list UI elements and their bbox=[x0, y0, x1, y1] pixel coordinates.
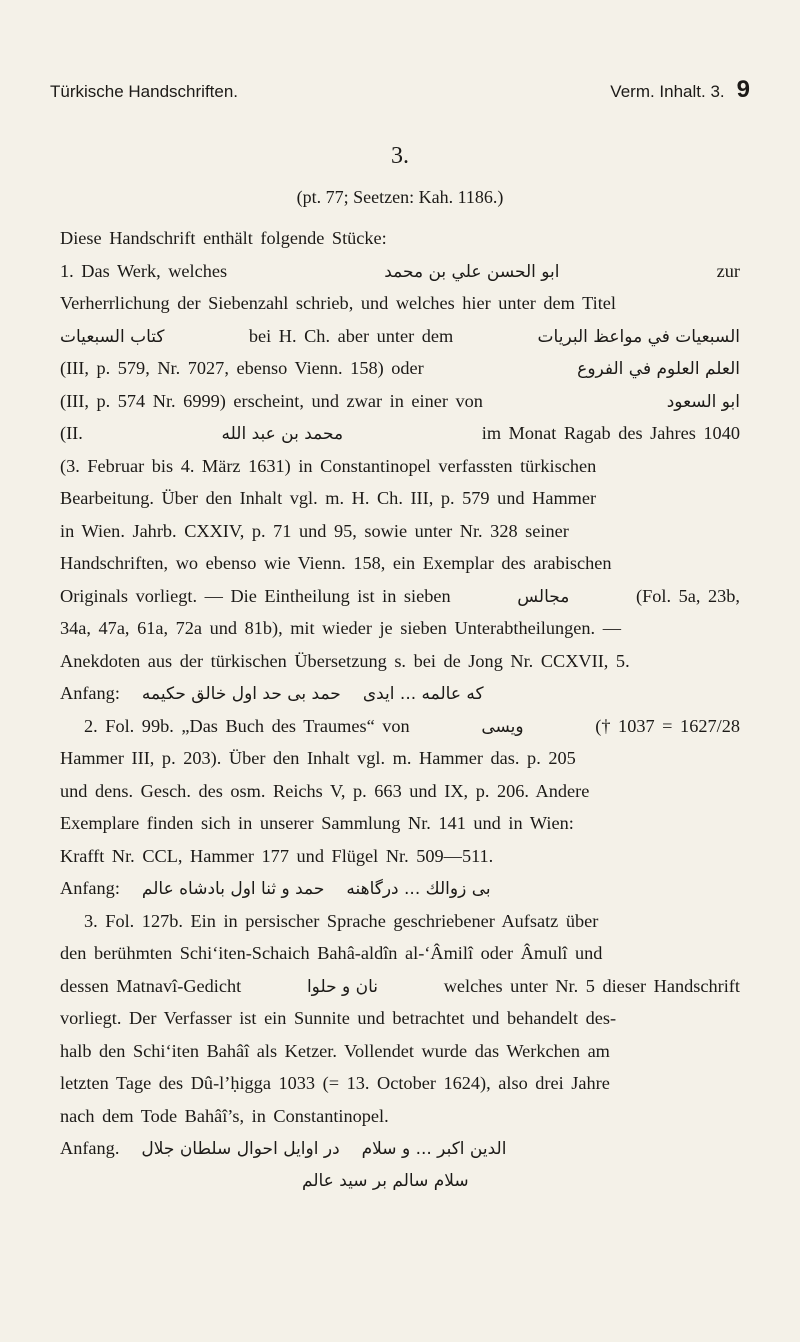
arabic-script: حمد و ثنا اول بادشاه عالم bbox=[141, 879, 325, 899]
arabic-script: در اوايل احوال سلطان جلال bbox=[141, 1139, 340, 1159]
page-number: 9 bbox=[736, 76, 750, 103]
text-line bbox=[60, 1002, 740, 1035]
arabic-script: ابو السعود bbox=[666, 391, 740, 412]
text-segment: (III, p. 574 Nr. 6999) erscheint, und zwar in einer von bbox=[60, 390, 483, 411]
text-segment: vorliegt. Der Verfasser ist ein Sunnite und betrachtet und behandelt des- bbox=[60, 1008, 617, 1028]
running-head bbox=[50, 76, 750, 104]
text-line bbox=[60, 515, 740, 548]
text-segment: Diese Handschrift enthält folgende Stücke: bbox=[60, 228, 387, 248]
source-note: (pt. 77; Seetzen: Kah. 1186.) bbox=[296, 187, 504, 207]
text-segment: welches unter Nr. 5 dieser Handschrift bbox=[443, 975, 740, 996]
text-line bbox=[60, 450, 740, 483]
text-segment: und dens. Gesch. des osm. Reichs V, p. 663 und IX, p. 206. Andere bbox=[60, 780, 590, 801]
text-line bbox=[60, 1132, 740, 1165]
text-segment: 34a, 47a, 61a, 72a und 81b), mit wieder je sieben Unterabtheilungen. — bbox=[60, 618, 621, 638]
text-line bbox=[60, 385, 740, 418]
header-right-group bbox=[610, 76, 750, 104]
text-line bbox=[60, 1100, 740, 1133]
text-segment: nach dem Tode Bahâî’s, in Constantinopel. bbox=[60, 1105, 389, 1126]
text-segment: im Monat Ragab des Jahres 1040 bbox=[481, 423, 740, 443]
text-segment: 2. Fol. 99b. „Das Buch des Traumes“ von bbox=[84, 715, 410, 736]
arabic-script: بى زوالك ... درگاهنه bbox=[346, 879, 491, 899]
text-segment: (3. Februar bis 4. März 1631) in Constantinopel verfassten türkischen bbox=[60, 455, 597, 476]
text-line bbox=[60, 482, 740, 515]
text-line bbox=[60, 872, 740, 905]
arabic-script: السبعيات في مواعظ البريات bbox=[537, 326, 740, 347]
text-segment: bei H. Ch. aber unter dem bbox=[248, 325, 454, 346]
text-line bbox=[60, 645, 740, 678]
text-line bbox=[60, 742, 740, 775]
arabic-script: حمد بى حد اول خالق حكيمه bbox=[141, 684, 341, 704]
text-segment: 3. Fol. 127b. Ein in persischer Sprache geschriebener Aufsatz über bbox=[84, 910, 599, 931]
text-segment: Originals vorliegt. — Die Eintheilung ist in sieben bbox=[60, 585, 451, 606]
arabic-script: ابو الحسن علي بن محمد bbox=[384, 261, 560, 282]
text-segment: Handschriften, wo ebenso wie Vienn. 158, ein Exemplar des arabischen bbox=[60, 553, 612, 573]
section-number: 3. bbox=[391, 143, 409, 169]
arabic-script: سلام سالم بر سيد عالم bbox=[302, 1170, 469, 1191]
arabic-script: نان و حلوا bbox=[306, 976, 378, 997]
text-line bbox=[60, 807, 740, 840]
body-text bbox=[60, 222, 740, 1197]
text-line bbox=[60, 547, 740, 580]
text-segment: Exemplare finden sich in unserer Sammlung Nr. 141 und in Wien: bbox=[60, 813, 574, 833]
text-segment: († 1037 = 1627/28 bbox=[595, 715, 740, 736]
text-line bbox=[60, 775, 740, 808]
text-segment: Anfang: bbox=[60, 878, 120, 898]
header-right: Verm. Inhalt. 3. bbox=[610, 82, 725, 101]
header-left: Türkische Handschriften. bbox=[50, 82, 239, 101]
text-line bbox=[60, 970, 740, 1003]
text-segment: (III, p. 579, Nr. 7027, ebenso Vienn. 158) oder bbox=[60, 358, 424, 378]
text-segment: 1. Das Werk, welches bbox=[60, 260, 228, 281]
arabic-script: كتاب السبعيات bbox=[60, 326, 165, 347]
arabic-script: محمد بن عبد الله bbox=[221, 424, 344, 444]
text-segment: Verherrlichung der Siebenzahl schrieb, und welches hier unter dem Titel bbox=[60, 293, 616, 313]
text-segment: Bearbeitung. Über den Inhalt vgl. m. H. Ch. III, p. 579 und Hammer bbox=[60, 488, 597, 508]
text-line bbox=[60, 1067, 740, 1100]
text-line bbox=[60, 352, 740, 385]
text-line bbox=[60, 840, 740, 873]
text-line bbox=[60, 1165, 740, 1198]
text-line bbox=[60, 937, 740, 970]
text-segment: Krafft Nr. CCL, Hammer 177 und Flügel Nr. 509—511. bbox=[60, 845, 494, 866]
text-line bbox=[60, 905, 740, 938]
text-segment: Hammer III, p. 203). Über den Inhalt vgl. m. Hammer das. p. 205 bbox=[60, 748, 576, 768]
text-segment: zur bbox=[716, 260, 740, 281]
text-line bbox=[60, 287, 740, 320]
text-line bbox=[60, 580, 740, 613]
text-segment: Anfang. bbox=[60, 1138, 120, 1158]
arabic-script: كه عالمه ... ايدى bbox=[362, 684, 484, 704]
text-line bbox=[60, 710, 740, 743]
text-segment: letzten Tage des Dû-l’ḥigga 1033 (= 13. October 1624), also drei Jahre bbox=[60, 1073, 610, 1093]
text-line bbox=[60, 222, 740, 255]
text-line bbox=[60, 320, 740, 353]
text-segment: dessen Matnavî-Gedicht bbox=[60, 975, 242, 996]
text-segment: in Wien. Jahrb. CXXIV, p. 71 und 95, sowie unter Nr. 328 seiner bbox=[60, 520, 569, 541]
text-line bbox=[60, 677, 740, 710]
text-segment: halb den Schi‘iten Bahâî als Ketzer. Vollendet wurde das Werkchen am bbox=[60, 1040, 610, 1061]
arabic-script: الدين اكبر ... و سلام bbox=[361, 1139, 507, 1159]
arabic-script: ويسى bbox=[481, 716, 524, 737]
text-segment: (II. bbox=[60, 423, 83, 443]
arabic-script: العلم العلوم في الفروع bbox=[577, 359, 740, 379]
arabic-script: مجالس bbox=[517, 586, 570, 607]
text-line bbox=[60, 612, 740, 645]
text-line bbox=[60, 1035, 740, 1068]
text-line bbox=[60, 417, 740, 450]
text-segment: Anekdoten aus der türkischen Übersetzung s. bei de Jong Nr. CCXVII, 5. bbox=[60, 650, 630, 671]
text-line bbox=[60, 255, 740, 288]
text-segment: (Fol. 5a, 23b, bbox=[635, 585, 740, 606]
text-segment: Anfang: bbox=[60, 683, 120, 703]
text-segment: den berühmten Schi‘iten-Schaich Bahâ-aldîn al-‘Âmilî oder Âmulî und bbox=[60, 943, 603, 963]
